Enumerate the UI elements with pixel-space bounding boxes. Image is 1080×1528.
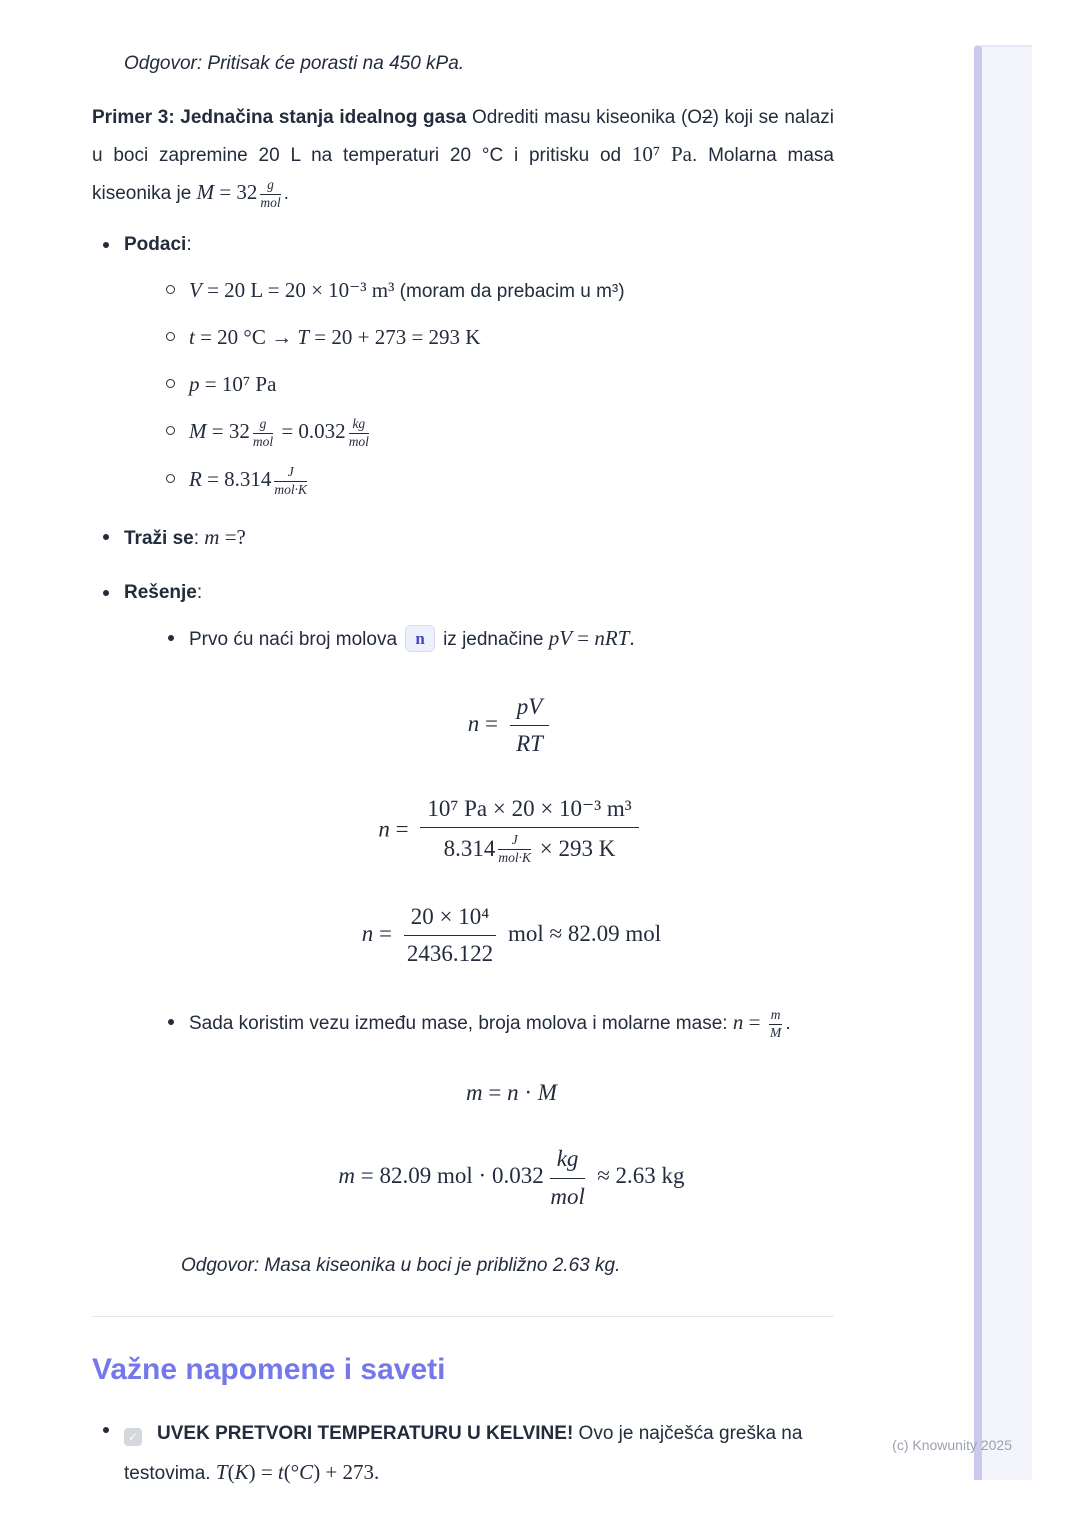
answer-row — [124, 1252, 834, 1280]
text-run: = 20 + 273 = 293 K — [309, 325, 481, 349]
text-run: = 8.314 — [201, 466, 272, 491]
math-fraction: $\frac{J}{\text{mol·K}}$ — [274, 464, 308, 497]
text-run: = — [572, 625, 595, 650]
math-display-fraction — [550, 1146, 586, 1210]
notes-list — [92, 1415, 834, 1493]
text-run: = — [389, 815, 415, 841]
text-run: M — [537, 1080, 557, 1106]
list-item-temperature — [124, 321, 834, 355]
list-item-kelvin-note — [92, 1415, 834, 1493]
math-display-fraction — [420, 796, 638, 866]
text-run: (moram da prebacim u m³) — [399, 281, 625, 302]
text-run: 2436.122 — [406, 941, 494, 967]
formula-n-substituted — [189, 796, 834, 866]
answer-text-primer3: Odgovor: Masa kiseonika u boci je približno 2.63 kg. — [181, 1255, 621, 1277]
math-fraction: $\frac{J}{\text{mol·K}}$ — [498, 832, 532, 865]
text-run: n — [378, 815, 390, 841]
text-run: = 10⁷ Pa — [199, 372, 277, 396]
text-run: . — [785, 1012, 791, 1034]
text-run: K — [234, 1460, 249, 1485]
text-run: n — [467, 710, 480, 736]
text-run: = 20 L = 20 × 10⁻³ m³ — [201, 278, 400, 302]
checkbox-checked-icon: ✓ — [124, 1428, 142, 1446]
text-run: Primer 3: Jednačina stanja idealnog gasa — [92, 107, 467, 128]
podaci-label — [124, 234, 192, 255]
text-run: Podaci — [124, 234, 187, 255]
math-fraction: $\frac{kg}{\text{mol}}$ — [348, 416, 369, 449]
document-content — [92, 50, 834, 1493]
text-run: n — [732, 1009, 744, 1034]
formula-row — [124, 796, 834, 866]
text-run: . Molarna masa kiseonika je — [92, 145, 834, 204]
text-run: . — [283, 183, 289, 204]
text-run: 10⁷ Pa × 20 × 10⁻³ m³ — [427, 795, 632, 821]
text-run: = 32 — [214, 180, 258, 204]
list-item-molar-mass — [124, 415, 834, 450]
math-fraction: $\frac{g}{\text{mol}}$ — [260, 177, 281, 210]
text-run: = — [373, 920, 398, 946]
adjacent-page-edge — [974, 45, 1032, 1480]
list-item-step2 — [124, 1006, 834, 1041]
text-run: 2 — [702, 107, 713, 128]
text-run: kg — [556, 1146, 579, 1172]
text-run: = — [479, 710, 504, 736]
text-run: Odrediti masu kiseonika (O — [466, 107, 703, 128]
formula-row — [124, 694, 834, 758]
text-run: =? — [219, 524, 246, 549]
text-run: mol ≈ 82.09 mol — [502, 920, 662, 946]
text-run: m — [338, 1163, 356, 1189]
list-item-volume — [124, 274, 834, 308]
text-run: V — [189, 278, 202, 302]
answer-text-primer2: Odgovor: Pritisak će porasti na 450 kPa. — [124, 53, 465, 74]
primer3-paragraph — [92, 100, 834, 212]
text-run: m — [204, 524, 220, 549]
text-run: pV — [548, 625, 573, 650]
text-run: T — [215, 1460, 228, 1485]
section-divider — [92, 1316, 834, 1317]
text-run: T — [297, 325, 310, 349]
inline-code-chip: n — [405, 625, 434, 652]
text-run: M — [189, 419, 207, 443]
text-run: ) = — [248, 1460, 278, 1485]
text-run: C — [299, 1460, 314, 1485]
text-run: = 82.09 mol · 0.032 — [355, 1163, 544, 1189]
text-run: iz jednačine — [437, 628, 549, 650]
text-run: ) + 273. — [313, 1460, 380, 1485]
text-run: mol — [550, 1183, 585, 1209]
list-item-resenje — [92, 578, 834, 1280]
text-run: Ovo je najčešća greška na testovima. — [124, 1423, 803, 1485]
text-run: n — [361, 920, 374, 946]
formula-n-result — [189, 904, 834, 968]
main-bullet-list — [92, 230, 834, 1280]
list-item-trazi-se — [92, 522, 834, 554]
math-display-fraction — [404, 904, 497, 968]
text-run: p — [189, 372, 200, 396]
text-run: = — [743, 1009, 766, 1034]
text-run: Traži se — [124, 527, 194, 549]
text-run: t — [189, 325, 195, 349]
text-run: nRT — [594, 625, 630, 650]
text-run: Rešenje — [124, 581, 197, 603]
text-run: pV — [516, 693, 543, 719]
text-run: ≈ 2.63 kg — [591, 1163, 685, 1189]
list-item-pressure — [124, 368, 834, 402]
text-run: : — [196, 581, 203, 603]
text-run: = — [482, 1080, 508, 1106]
resenje-label — [124, 582, 202, 603]
text-run: n — [507, 1080, 519, 1106]
formula-m-result — [189, 1146, 834, 1210]
text-run: M — [196, 180, 215, 204]
text-run: Sada koristim vezu između mase, broja molova i molarne mase: — [189, 1012, 733, 1034]
text-run: RT — [516, 731, 543, 757]
text-run: . — [629, 625, 635, 650]
podaci-sublist — [124, 274, 834, 498]
text-run: m — [466, 1080, 483, 1106]
formula-row — [124, 1146, 834, 1210]
math-fraction: $\frac{m}{M}$ — [769, 1006, 782, 1040]
text-run: 20 × 10⁴ — [410, 903, 490, 929]
text-run: : — [193, 527, 205, 549]
text-run: ( — [227, 1460, 235, 1485]
copyright-text: (c) Knowunity 2025 — [892, 1437, 1012, 1453]
notes-section-heading: Važne napomene i saveti — [92, 1353, 446, 1387]
text-run: · — [518, 1080, 538, 1106]
list-item-podaci — [92, 230, 834, 498]
text-run: ) koji se nalazi u boci zapremine 20 L na temperaturi 20 °C i pritisku od — [92, 107, 834, 166]
text-run: = 0.032 — [276, 419, 346, 443]
formula-row — [124, 904, 834, 968]
math-fraction: $\frac{g}{\text{mol}}$ — [252, 416, 274, 449]
text-run: (° — [283, 1460, 300, 1485]
text-run: t — [277, 1460, 284, 1485]
text-run: : — [186, 234, 192, 255]
formula-n-pv-rt — [189, 694, 834, 758]
text-run: × 293 K — [534, 835, 616, 861]
list-item-gas-constant — [124, 463, 834, 498]
text-run: R — [189, 466, 202, 491]
text-run: 10⁷ Pa — [631, 142, 692, 166]
math-display-fraction — [510, 694, 550, 758]
resenje-sublist — [124, 622, 834, 1280]
text-run: UVEK PRETVORI TEMPERATURU U KELVINE! — [157, 1423, 574, 1445]
formula-row — [124, 1078, 834, 1108]
text-run: Prvo ću naći broj molova — [189, 628, 403, 650]
formula-m-n-M — [189, 1078, 834, 1108]
text-run: = 32 — [206, 419, 250, 443]
text-run: 8.314 — [443, 835, 496, 861]
text-run: = 20 °C → — [194, 325, 298, 349]
list-item-step1 — [124, 622, 834, 656]
